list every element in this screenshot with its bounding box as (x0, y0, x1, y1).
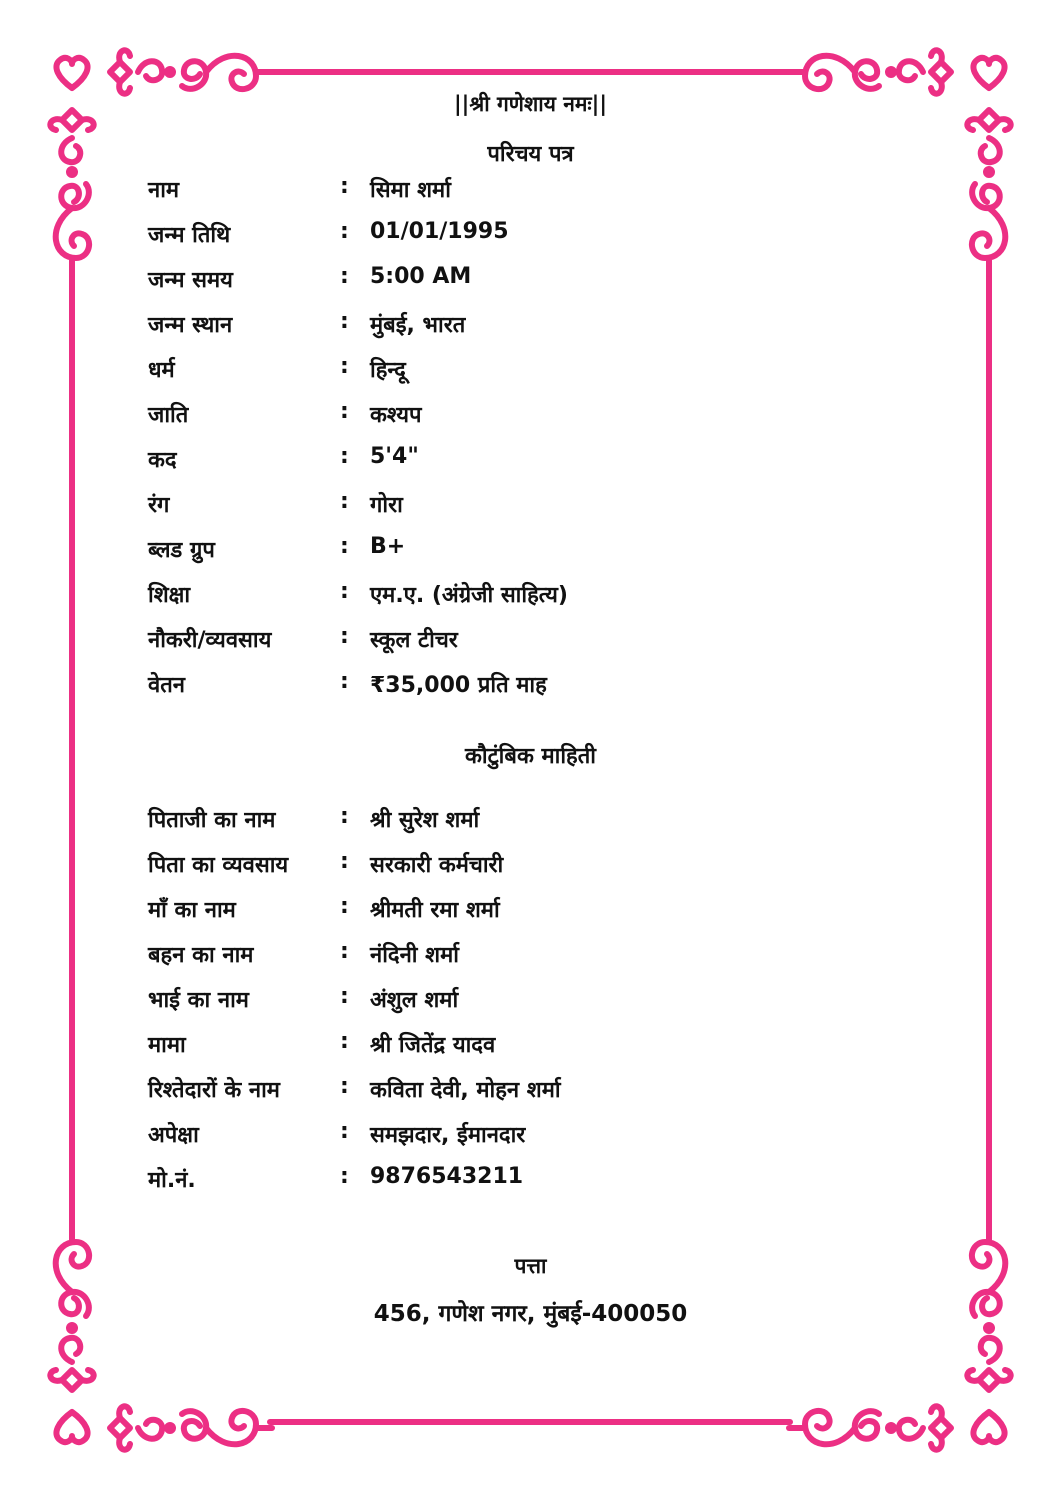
detail-separator: : (340, 669, 349, 694)
detail-label: मो.नं. (148, 1168, 196, 1193)
detail-label: माँ का नाम (148, 898, 236, 923)
intro-heading: परिचय पत्र (487, 142, 574, 167)
detail-value: कविता देवी, मोहन शर्मा (370, 1078, 561, 1103)
detail-separator: : (340, 309, 349, 334)
detail-value: श्री सुरेश शर्मा (370, 808, 480, 833)
detail-value: ₹35,000 प्रति माह (370, 673, 547, 698)
detail-label: जाति (148, 403, 189, 428)
detail-value: स्कूल टीचर (370, 628, 458, 653)
detail-value: सिमा शर्मा (370, 178, 451, 203)
detail-value: 9876543211 (370, 1164, 524, 1189)
detail-value: हिन्दू (370, 358, 406, 383)
detail-separator: : (340, 1074, 349, 1099)
detail-label: नौकरी/व्यवसाय (148, 628, 272, 653)
invocation-text: ||श्री गणेशाय नमः|| (454, 92, 607, 116)
detail-label: रंग (148, 493, 170, 518)
detail-label: मामा (148, 1033, 186, 1058)
detail-value: 01/01/1995 (370, 219, 509, 244)
detail-separator: : (340, 1164, 349, 1189)
detail-label: पिता का व्यवसाय (148, 853, 289, 878)
detail-separator: : (340, 1029, 349, 1054)
detail-separator: : (340, 399, 349, 424)
detail-label: बहन का नाम (148, 943, 254, 968)
detail-value: गोरा (370, 493, 403, 518)
detail-value: 5:00 AM (370, 264, 472, 289)
detail-separator: : (340, 489, 349, 514)
address-heading: पत्ता (514, 1254, 547, 1278)
detail-label: अपेक्षा (148, 1123, 199, 1148)
detail-value: कश्यप (370, 403, 422, 428)
detail-label: जन्म तिथि (148, 223, 231, 248)
detail-value: सरकारी कर्मचारी (370, 853, 504, 878)
detail-separator: : (340, 984, 349, 1009)
detail-value: नंदिनी शर्मा (370, 943, 459, 968)
detail-value: B+ (370, 534, 406, 559)
detail-separator: : (340, 444, 349, 469)
detail-value: मुंबई, भारत (370, 313, 466, 338)
detail-separator: : (340, 174, 349, 199)
detail-separator: : (340, 939, 349, 964)
family-heading: कौटुंबिक माहिती (465, 744, 596, 769)
detail-label: ब्लड ग्रुप (148, 538, 215, 563)
detail-separator: : (340, 534, 349, 559)
detail-value: अंशुल शर्मा (370, 988, 459, 1013)
detail-value: एम.ए. (अंग्रेजी साहित्य) (370, 583, 568, 608)
detail-separator: : (340, 354, 349, 379)
detail-separator: : (340, 894, 349, 919)
detail-label: शिक्षा (148, 583, 191, 608)
detail-separator: : (340, 849, 349, 874)
detail-value: श्रीमती रमा शर्मा (370, 898, 500, 923)
detail-separator: : (340, 264, 349, 289)
detail-label: वेतन (148, 673, 185, 698)
detail-label: पिताजी का नाम (148, 808, 276, 833)
detail-separator: : (340, 219, 349, 244)
detail-value: श्री जितेंद्र यादव (370, 1033, 496, 1058)
detail-value: 5'4" (370, 444, 419, 469)
detail-label: नाम (148, 178, 180, 203)
detail-label: कद (148, 448, 177, 473)
detail-label: रिश्तेदारों के नाम (148, 1078, 280, 1103)
detail-separator: : (340, 804, 349, 829)
detail-separator: : (340, 624, 349, 649)
detail-label: भाई का नाम (148, 988, 249, 1013)
detail-separator: : (340, 1119, 349, 1144)
address-text: 456, गणेश नगर, मुंबई-400050 (373, 1301, 688, 1327)
detail-label: जन्म समय (148, 268, 233, 293)
detail-label: धर्म (148, 358, 175, 383)
detail-separator: : (340, 579, 349, 604)
detail-value: समझदार, ईमानदार (370, 1123, 526, 1148)
detail-label: जन्म स्थान (148, 313, 233, 338)
